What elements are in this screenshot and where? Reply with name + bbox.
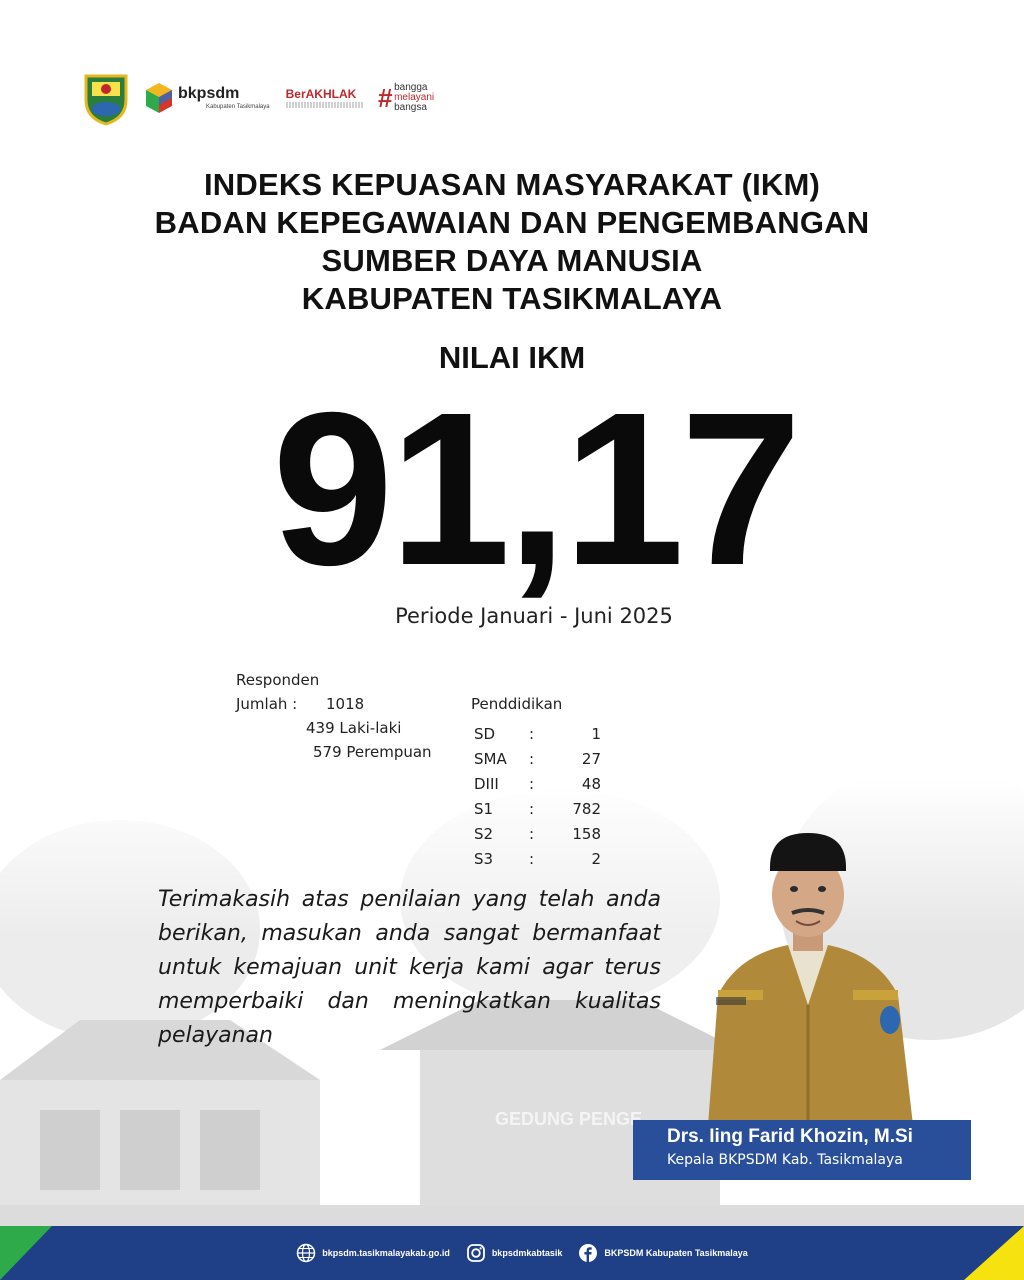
education-count: 2: [591, 850, 601, 868]
footer-facebook-link[interactable]: [578, 1243, 747, 1263]
official-portrait: [698, 805, 918, 1125]
education-separator: :: [529, 825, 535, 843]
globe-icon: [296, 1243, 316, 1263]
page-title: [0, 166, 1024, 318]
education-table: [471, 722, 601, 872]
official-name: Drs. Iing Farid Khozin, M.Si: [667, 1126, 913, 1147]
education-level: SMA: [474, 750, 507, 768]
education-level: S1: [474, 800, 494, 818]
bkpsdm-logo: [144, 81, 270, 115]
nilai-ikm-label: NILAI IKM: [438, 340, 586, 375]
facebook-icon: [578, 1243, 598, 1263]
education-level: S2: [474, 825, 494, 843]
footer-website-link[interactable]: [296, 1243, 450, 1263]
title-line: BADAN KEPEGAWAIAN DAN PENGEMBANGAN: [154, 205, 870, 240]
ikm-score-value: 91,17: [272, 368, 798, 611]
title-line: INDEKS KEPUASAN MASYARAKAT (IKM): [203, 167, 821, 202]
bkpsdm-cube-icon: [144, 81, 174, 115]
footer-website-text: bkpsdm.tasikmalayakab.go.id: [322, 1248, 450, 1258]
education-count: 48: [581, 775, 601, 793]
education-row: [471, 797, 601, 822]
berakhlak-tagline: [286, 102, 364, 108]
education-count: 158: [572, 825, 601, 843]
bangga-word-3: bangsa: [394, 102, 427, 113]
instagram-icon: [466, 1243, 486, 1263]
respondents-heading: Responden: [236, 671, 320, 689]
education-row: [471, 822, 601, 847]
footer-instagram-link[interactable]: [466, 1243, 563, 1263]
education-row: [471, 772, 601, 797]
education-count: 782: [572, 800, 601, 818]
berakhlak-logo: [286, 88, 364, 108]
official-position: Kepala BKPSDM Kab. Tasikmalaya: [667, 1152, 903, 1168]
respondents-block: [236, 668, 432, 764]
footer-facebook-text: BKPSDM Kabupaten Tasikmalaya: [604, 1248, 748, 1258]
education-block: [471, 692, 601, 872]
thank-you-message: Terimakasih atas penilaian yang telah anda berikan, masukan anda sangat bermanfaat untuk kemajuan unit kerja kami agar terus memperbaiki dan meningkatkan kualitas pelayanan: [158, 887, 661, 1048]
education-separator: :: [529, 775, 535, 793]
berakhlak-logo-name: BerAKHLAK: [285, 87, 357, 101]
jumlah-label: Jumlah :: [236, 695, 298, 713]
footer-instagram-text: bkpsdmkabtasik: [491, 1248, 563, 1258]
education-separator: :: [529, 850, 535, 868]
education-row: [471, 847, 601, 872]
jumlah-value: 1018: [326, 695, 365, 713]
period-text: Periode Januari - Juni 2025: [395, 604, 673, 628]
education-separator: :: [529, 750, 535, 768]
logo-bar: [82, 68, 434, 128]
bangga-word-1: bangga: [394, 82, 428, 93]
bangga-word-2: melayani: [394, 92, 435, 103]
bangga-hash: #: [377, 82, 393, 113]
education-count: 27: [581, 750, 601, 768]
footer-bar: [0, 1226, 1024, 1280]
education-separator: :: [529, 725, 535, 743]
tasikmalaya-crest-icon: [82, 70, 130, 126]
official-name-card: [633, 1120, 971, 1180]
bkpsdm-logo-name: bkpsdm: [178, 85, 240, 102]
bkpsdm-logo-sub: Kabupaten Tasikmalaya: [206, 104, 270, 110]
title-line: SUMBER DAYA MANUSIA: [321, 243, 703, 278]
education-row: [471, 747, 601, 772]
education-count: 1: [591, 725, 601, 743]
bangga-melayani-bangsa-logo: [378, 83, 435, 114]
education-level: SD: [474, 725, 496, 743]
education-row: [471, 722, 601, 747]
education-separator: :: [529, 800, 535, 818]
female-count: 579 Perempuan: [313, 743, 432, 761]
education-level: S3: [474, 850, 494, 868]
title-line: KABUPATEN TASIKMALAYA: [301, 281, 723, 316]
male-count: 439 Laki-laki: [306, 719, 402, 737]
education-level: DIII: [474, 775, 499, 793]
education-heading: Penddidikan: [471, 695, 563, 713]
